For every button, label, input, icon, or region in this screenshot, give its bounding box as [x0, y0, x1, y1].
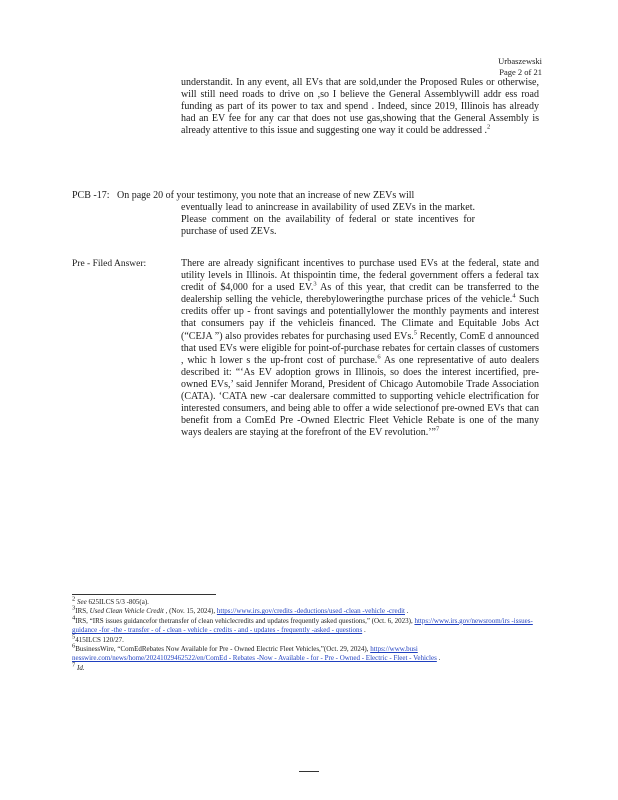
question-rest: eventually lead to anincrease in availability of used ZEVs in the market. Please comment on the availability of federal or state incentives for purchase of used ZEVs. — [181, 202, 475, 238]
footnote-7 — [72, 661, 542, 673]
answer-sentence: Recently, ComE d announced that used EVs were eligible for point-of-purchase rebates for certain classes of customers , whic h lower s the up-front cost of purchase. — [181, 330, 540, 366]
footnote-ref: 2 — [487, 124, 491, 132]
question-text — [117, 190, 475, 238]
header-author: Urbaszewski — [498, 56, 542, 66]
answer-paragraph — [181, 258, 539, 439]
question-first-line: On page 20 of your testimony, you note that an increase of new ZEVs will — [117, 190, 415, 201]
footnote-title: Used Clean Vehicle Credit — [89, 607, 164, 616]
footnote-3 — [72, 607, 542, 616]
footnote-4 — [72, 614, 542, 636]
header-page-number: Page 2 of 21 — [499, 67, 542, 77]
footnote-number: 7 — [72, 661, 76, 669]
footnote-number: 4 — [72, 614, 76, 622]
footnotes — [72, 595, 542, 673]
footnote-5 — [72, 633, 542, 645]
footnote-2 — [72, 595, 542, 607]
footnote-number: 3 — [72, 605, 76, 613]
question-label: PCB -17: — [72, 190, 110, 201]
footnote-text: IRS, — [75, 607, 90, 616]
footnote-number: 6 — [72, 642, 76, 650]
footnote-text: BusinessWire, “ComEdRebates Now Available for Pre - Owned Electric Fleet Vehicles,”(Oct. 29, 2024), — [75, 645, 371, 654]
footnote-number: 2 — [72, 595, 76, 603]
footnote-link[interactable]: https://www.busi nesswire.com/news/home/20241029462522/en/ComEd - Rebates -Now - Available - for - Pre - Owned - Electric - Fleet - Vehicles — [72, 645, 437, 663]
footnote-text: . — [362, 626, 366, 635]
footnote-text: 625ILCS 5/3 -805(a). — [86, 598, 149, 606]
answer-continuation-paragraph — [181, 77, 539, 137]
answer-sentence: As of this year, that credit can be transferred to the dealership selling the vehicle, therebyloweringthe purchase prices of the vehicle. — [181, 282, 539, 306]
footnote-ref: 5 — [413, 329, 418, 337]
footnote-divider — [72, 594, 216, 595]
footnote-ref: 4 — [512, 292, 516, 300]
footnote-ref: 7 — [436, 425, 440, 433]
footnote-link[interactable]: https://www.irs.gov/newsroom/irs -issues- guidance -for -the - transfer - of - clean - vehicle - credits - and - updates - frequently -asked - questions — [72, 616, 533, 635]
footnote-number: 5 — [72, 633, 76, 641]
answer-sentence: Such credits offer up - front savings and potentiallylower the monthly payments and interest that consumers pay if the vehicleis financed. The Climate and Equitable Jobs Act (“CEJA ”) also provides rebates for purchasing used EVs. — [181, 294, 539, 342]
footnote-6 — [72, 642, 542, 664]
footnote-text: Id. — [77, 663, 85, 672]
footnote-text: . — [404, 607, 409, 616]
footnote-ref: 6 — [377, 353, 381, 361]
footnote-link[interactable]: https://www.irs.gov/credits -deductions/used -clean -vehicle -credit — [216, 607, 405, 616]
paragraph-text: understandit. In any event, all EVs that are sold,under the Proposed Rules or otherwise, will still need roads to drive on ,so I believe the General Assemblywill addr ess road funding as part of its power to tax and spend . Indeed, since 2019, Illinois has already had an EV fee for any car that does not use gas,showing that the General Assembly is already attentive to this issue and suggesting one way it could be addressed . — [181, 77, 539, 137]
footnote-text: , (Nov. 15, 2024), — [163, 607, 217, 616]
page-footer-line — [299, 771, 319, 772]
answer-label: Pre - Filed Answer: — [72, 259, 147, 269]
footnote-text: . — [436, 654, 441, 663]
footnote-signal: See — [77, 598, 87, 606]
answer-quote: As one representative of auto dealers described it: “‘As EV adoption grows in Illinois, so does the interest incertified, pre-owned EVs,’ said Jennifer Morand, President of Chicago Automobile Trade Association (CATA). ‘CATA new -car dealersare committed to supporting vehicle electrification for interested consumers, and being able to offer a wide selectionof pre-owned EVs that can benefit from a ComEd Pre -Owned Electric Fleet Vehicle Rebate is one of the many ways dealers are staying at the forefront of the EV revolution.’” — [181, 354, 540, 439]
answer-sentence: There are already significant incentives to purchase used EVs at the federal, state and utility levels in Illinois. At thispointin time, the federal government offers a federal tax credit of $4,000 for a used EV. — [181, 258, 539, 294]
footnote-text: IRS, “IRS issues guidancefor thetransfer of clean vehiclecredits and updates frequently asked questions,” (Oct. 6, 2023), — [75, 616, 415, 625]
footnote-text: 415ILCS 120/27. — [75, 635, 124, 644]
footnote-ref: 3 — [313, 280, 317, 288]
